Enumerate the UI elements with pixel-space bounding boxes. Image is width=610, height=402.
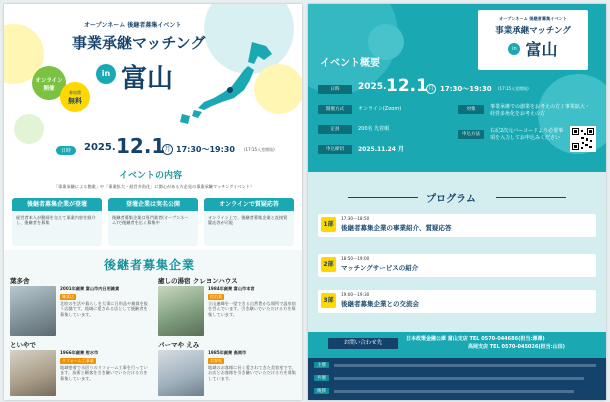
feature-card bbox=[108, 198, 198, 246]
date-year: 2025. bbox=[358, 82, 387, 92]
decor-dot bbox=[14, 114, 44, 144]
flyer-front bbox=[4, 4, 302, 400]
date-year: 2025. bbox=[84, 142, 116, 153]
info-row-capacity bbox=[318, 124, 456, 136]
company-tag: リフォーム工事業 bbox=[62, 358, 94, 363]
organizer-label: オープンネーム 後継者募集イベント bbox=[84, 22, 182, 29]
date-main: 12.1 bbox=[116, 134, 166, 158]
footer-label: 共催 bbox=[314, 375, 329, 381]
date-dow: 月 bbox=[162, 144, 173, 155]
feature-card-title: 後継者募集企業が登壇 bbox=[12, 198, 102, 211]
date-note: (17:15入室開始) bbox=[498, 86, 529, 91]
title-box bbox=[478, 10, 588, 70]
feature-card-title: 登壇企業は実名公開 bbox=[108, 198, 198, 211]
info-value: オンライン(Zoom) bbox=[358, 106, 402, 112]
company-founded: 1984年創業 富山市本宮 bbox=[208, 286, 255, 291]
contact-label: お問い合わせ先 bbox=[328, 338, 398, 349]
title-place: 富山 bbox=[121, 64, 174, 94]
program-time: 18:50～19:00 bbox=[341, 256, 370, 261]
program-rule bbox=[348, 197, 418, 198]
footer-text-line bbox=[334, 364, 596, 367]
company-desc: 立山連峰を一望できる自然豊かな場所で温泉宿を営んでいます。引き継いでいただける方を募集しています。 bbox=[208, 301, 296, 317]
qr-code-icon bbox=[572, 128, 594, 150]
program-num: 2部 bbox=[321, 257, 336, 272]
online-badge-line1: オンライン bbox=[35, 78, 63, 84]
title-in-circle: in bbox=[508, 43, 520, 55]
date-main: 12.1 bbox=[386, 76, 428, 96]
company-desc: 地域のお客様に長く愛されてきた美容室です。お店とお客様を引き継いでいただける方を募集しています。 bbox=[208, 365, 296, 381]
company-tag: 美容室 bbox=[210, 358, 222, 363]
footer-label: 主催 bbox=[314, 362, 329, 368]
qr-code[interactable] bbox=[570, 126, 596, 152]
info-row-deadline bbox=[318, 144, 456, 156]
online-badge-line2: 開催 bbox=[43, 86, 55, 92]
contact-line: 高岡支店 TEL 0570-045026(担当:山田) bbox=[468, 344, 565, 350]
info-value: 200名 先着順 bbox=[358, 126, 390, 132]
section-content-title: イベントの内容 bbox=[119, 171, 183, 181]
company-name: といやで bbox=[10, 341, 36, 349]
program-title: 後継者募集企業との交流会 bbox=[341, 300, 419, 308]
date-label: 日時 bbox=[56, 146, 76, 155]
company-photo bbox=[158, 350, 204, 396]
section-overview-title: イベント概要 bbox=[320, 58, 380, 69]
company-photo bbox=[10, 286, 56, 336]
company-photo bbox=[10, 350, 56, 396]
feature-card bbox=[204, 198, 294, 246]
program-time: 17:30～18:50 bbox=[341, 216, 370, 221]
footer-label: 後援 bbox=[314, 388, 329, 394]
footer-text-line bbox=[334, 390, 574, 393]
program-num: 3部 bbox=[321, 293, 336, 308]
event-title: 事業承継マッチング bbox=[72, 34, 206, 52]
info-label: 申込締切 bbox=[318, 145, 352, 154]
program-item bbox=[318, 214, 596, 237]
contact-line: 日本政策金融公庫 富山支店 TEL 0570-044686(担当:澤澤) bbox=[406, 336, 545, 342]
event-title: 事業承継マッチング bbox=[495, 26, 571, 36]
flyer-back bbox=[308, 4, 606, 400]
company-desc: 地域密着で水回りのリフォーム工事を行っています。技術と顧客を引き継いでいただける方を募集しています。 bbox=[60, 365, 148, 381]
date-time: 17:30～19:30 bbox=[440, 85, 492, 93]
target-label: 対象 bbox=[458, 105, 484, 114]
title-in-circle: in bbox=[96, 64, 116, 84]
info-label: 定員 bbox=[318, 125, 352, 134]
feature-card bbox=[12, 198, 102, 246]
japan-map-icon bbox=[174, 40, 279, 125]
organizer-label: オープンネーム 後継者募集イベント bbox=[499, 16, 567, 21]
fee-badge-label: 参加費 bbox=[69, 90, 81, 95]
info-label: 開催方式 bbox=[318, 105, 352, 114]
company-name: 癒しの湯宿 クレヨンハウス bbox=[158, 277, 238, 285]
feature-card-body: オンライン上で、後継者募集企業と直接質疑応答が可能 bbox=[208, 215, 288, 226]
program-item bbox=[318, 290, 596, 313]
company-name: パーマや えみ bbox=[158, 341, 200, 349]
fee-badge-value: 無料 bbox=[68, 97, 82, 105]
fee-badge bbox=[60, 82, 90, 112]
info-label: 日時 bbox=[318, 85, 352, 94]
program-time: 19:00～19:30 bbox=[341, 292, 370, 297]
feature-card-title: オンラインで質疑応答 bbox=[204, 198, 294, 211]
company-founded: 1966年創業 射水市 bbox=[60, 350, 99, 355]
company-name: 葉多舎 bbox=[10, 277, 30, 285]
program-title: マッチングサービスの紹介 bbox=[341, 264, 419, 272]
company-founded: 2001年創業 富山市内日用雑貨 bbox=[60, 286, 120, 291]
info-value: 2025.11.24 月 bbox=[358, 146, 405, 153]
program-title: 後継者募集企業の事業紹介、質疑応答 bbox=[341, 224, 452, 232]
intro-text: 「事業承継による創業」や「事業拡大・経営多角化」に関心がある方必見の事業承継マッチングイベント！ bbox=[53, 184, 255, 189]
target-text: 事業承継での創業をお考えの方 / 事業拡大・経営多角化をお考えの方 bbox=[490, 104, 590, 117]
title-place: 富山 bbox=[525, 40, 558, 59]
date-note: (17:15入室開始) bbox=[244, 147, 275, 152]
program-item bbox=[318, 254, 596, 277]
info-row-format bbox=[318, 104, 456, 116]
info-row-date bbox=[318, 76, 596, 96]
company-tag: 宿泊業 bbox=[210, 294, 222, 299]
section-companies-title: 後継者募集企業 bbox=[104, 258, 196, 272]
program-rule bbox=[496, 197, 566, 198]
company-photo bbox=[158, 286, 204, 336]
apply-label: 申込方法 bbox=[458, 130, 484, 139]
footer-text-line bbox=[334, 377, 584, 380]
feature-card-body: 経営者本人が動画を交えて事業内容を紹介し、後継者を募集 bbox=[16, 215, 96, 226]
date-time: 17:30～19:30 bbox=[176, 145, 235, 154]
company-founded: 1985年創業 高岡市 bbox=[208, 350, 247, 355]
feature-card-body: 後継者募集企業は専門業者(オープンネーム)で後継者を広く募集中 bbox=[112, 215, 189, 226]
date-dow: 月 bbox=[426, 84, 436, 94]
program-num: 1部 bbox=[321, 217, 336, 232]
apply-text: 右記2次元バーコードより必要事項を入力してお申込みください bbox=[490, 128, 564, 141]
section-program-title: プログラム bbox=[426, 194, 476, 205]
company-tag: 雑貨店 bbox=[62, 294, 74, 299]
company-desc: 北欧の生活や暮らしを大事に日用品や雑貨を扱う店舗です。地域に愛される店として後継者を募集しています。 bbox=[60, 301, 148, 317]
